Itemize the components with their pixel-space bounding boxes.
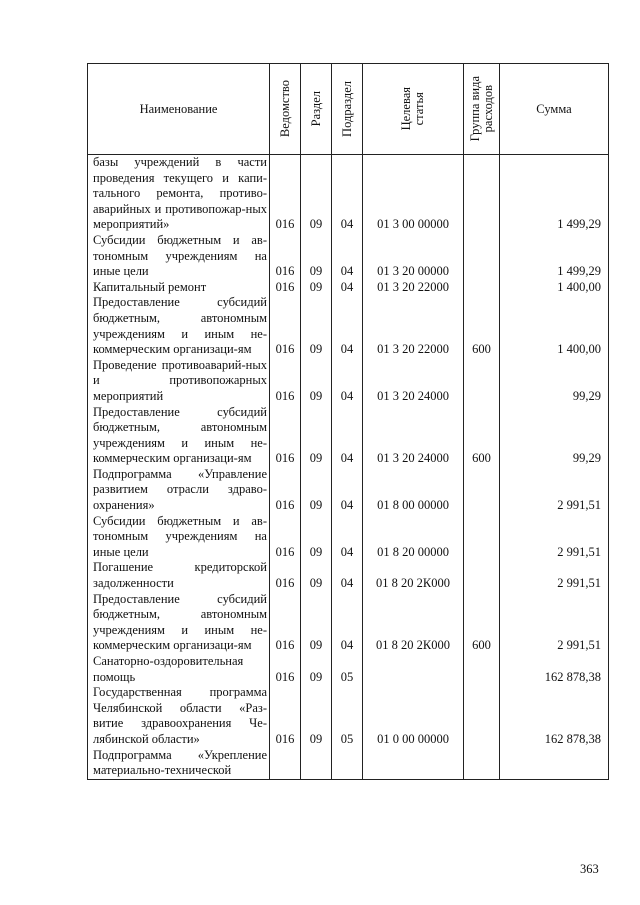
table-row [88,560,609,591]
table-row [88,155,609,233]
cell-name: Государственная программа Челябинской области «Раз-витие здравоохранения Че-лябинской области» [88,685,270,747]
table-row [88,358,609,405]
cell-podrazdel: 04 [332,560,363,591]
cell-gruppa [464,685,500,747]
cell-ved: 016 [270,654,301,685]
cell-gruppa: 600 [464,405,500,467]
cell-gruppa [464,560,500,591]
cell-razdel: 09 [301,560,332,591]
cell-celevaya: 01 3 00 00000 [363,155,464,233]
cell-celevaya: 01 0 00 00000 [363,685,464,747]
cell-gruppa [464,233,500,280]
cell-summa: 2 991,51 [500,592,609,654]
cell-summa: 162 878,38 [500,685,609,747]
table-row [88,233,609,280]
cell-celevaya: 01 3 20 24000 [363,405,464,467]
cell-celevaya [363,748,464,780]
cell-celevaya: 01 3 20 00000 [363,233,464,280]
table-row [88,295,609,357]
cell-summa: 2 991,51 [500,467,609,514]
cell-summa [500,748,609,780]
cell-podrazdel: 04 [332,280,363,296]
cell-razdel: 09 [301,405,332,467]
cell-razdel: 09 [301,467,332,514]
cell-name: Предоставление субсидий бюджетным, автономным учреждениям и иным не-коммерческим организаци-ям [88,295,270,357]
table-header [88,64,609,155]
cell-summa: 2 991,51 [500,514,609,561]
cell-razdel: 09 [301,685,332,747]
cell-summa: 99,29 [500,358,609,405]
cell-razdel: 09 [301,155,332,233]
cell-name: Предоставление субсидий бюджетным, автономным учреждениям и иным не-коммерческим организаци-ям [88,592,270,654]
cell-name: Капитальный ремонт [88,280,270,296]
cell-gruppa [464,654,500,685]
cell-name: Подпрограмма «Управление развитием отрасли здраво-охранения» [88,467,270,514]
cell-celevaya: 01 8 20 2К000 [363,560,464,591]
cell-gruppa [464,155,500,233]
cell-podrazdel: 04 [332,592,363,654]
cell-gruppa: 600 [464,295,500,357]
header-summa: Сумма [500,64,609,155]
cell-podrazdel: 04 [332,467,363,514]
cell-gruppa [464,748,500,780]
cell-podrazdel: 04 [332,358,363,405]
header-celevaya: Целевая статья [363,64,464,155]
cell-podrazdel: 04 [332,405,363,467]
cell-ved: 016 [270,685,301,747]
cell-ved: 016 [270,280,301,296]
cell-ved: 016 [270,592,301,654]
cell-razdel: 09 [301,654,332,685]
cell-ved: 016 [270,467,301,514]
table-row [88,467,609,514]
cell-summa: 1 400,00 [500,280,609,296]
cell-summa: 162 878,38 [500,654,609,685]
cell-summa: 1 499,29 [500,155,609,233]
cell-gruppa [464,467,500,514]
cell-celevaya: 01 3 20 22000 [363,280,464,296]
cell-celevaya: 01 3 20 24000 [363,358,464,405]
cell-gruppa [464,280,500,296]
cell-celevaya: 01 3 20 22000 [363,295,464,357]
table-row [88,685,609,747]
table-row [88,748,609,780]
table-row [88,405,609,467]
cell-ved: 016 [270,155,301,233]
header-gruppa: Группа вида расходов [464,64,500,155]
cell-ved [270,748,301,780]
header-name: Наименование [88,64,270,155]
cell-podrazdel: 05 [332,685,363,747]
cell-name: Проведение противоаварий-ных и противопожарных мероприятий [88,358,270,405]
cell-razdel: 09 [301,514,332,561]
header-podrazdel: Подраздел [332,64,363,155]
cell-celevaya: 01 8 00 00000 [363,467,464,514]
page-number: 363 [580,862,599,876]
cell-razdel [301,748,332,780]
header-razdel: Раздел [301,64,332,155]
cell-celevaya: 01 8 20 2К000 [363,592,464,654]
cell-name: Субсидии бюджетным и ав-тономным учреждениям на иные цели [88,233,270,280]
cell-gruppa [464,358,500,405]
cell-ved: 016 [270,233,301,280]
cell-podrazdel [332,748,363,780]
cell-razdel: 09 [301,280,332,296]
cell-podrazdel: 04 [332,295,363,357]
table-row [88,514,609,561]
cell-ved: 016 [270,295,301,357]
cell-podrazdel: 04 [332,233,363,280]
cell-ved: 016 [270,560,301,591]
budget-table [87,63,609,780]
cell-podrazdel: 04 [332,155,363,233]
cell-razdel: 09 [301,592,332,654]
cell-ved: 016 [270,514,301,561]
cell-razdel: 09 [301,233,332,280]
cell-podrazdel: 04 [332,514,363,561]
cell-summa: 1 499,29 [500,233,609,280]
cell-name: Погашение кредиторской задолженности [88,560,270,591]
cell-summa: 1 400,00 [500,295,609,357]
table-row [88,592,609,654]
cell-gruppa [464,514,500,561]
cell-gruppa: 600 [464,592,500,654]
cell-ved: 016 [270,405,301,467]
cell-summa: 99,29 [500,405,609,467]
cell-celevaya: 01 8 20 00000 [363,514,464,561]
cell-ved: 016 [270,358,301,405]
cell-name: базы учреждений в части проведения текущего и капи-тального ремонта, противо-аварийных и противопожар-ных мероприятий» [88,155,270,233]
cell-summa: 2 991,51 [500,560,609,591]
cell-name: Субсидии бюджетным и ав-тономным учреждениям на иные цели [88,514,270,561]
header-ved: Ведомство [270,64,301,155]
table-row [88,654,609,685]
table-body [88,155,609,780]
cell-podrazdel: 05 [332,654,363,685]
cell-name: Санаторно-оздоровительная помощь [88,654,270,685]
cell-razdel: 09 [301,358,332,405]
table-row [88,280,609,296]
cell-name: Предоставление субсидий бюджетным, автономным учреждениям и иным не-коммерческим организаци-ям [88,405,270,467]
cell-name: Подпрограмма «Укрепление материально-технической [88,748,270,780]
cell-razdel: 09 [301,295,332,357]
cell-celevaya [363,654,464,685]
